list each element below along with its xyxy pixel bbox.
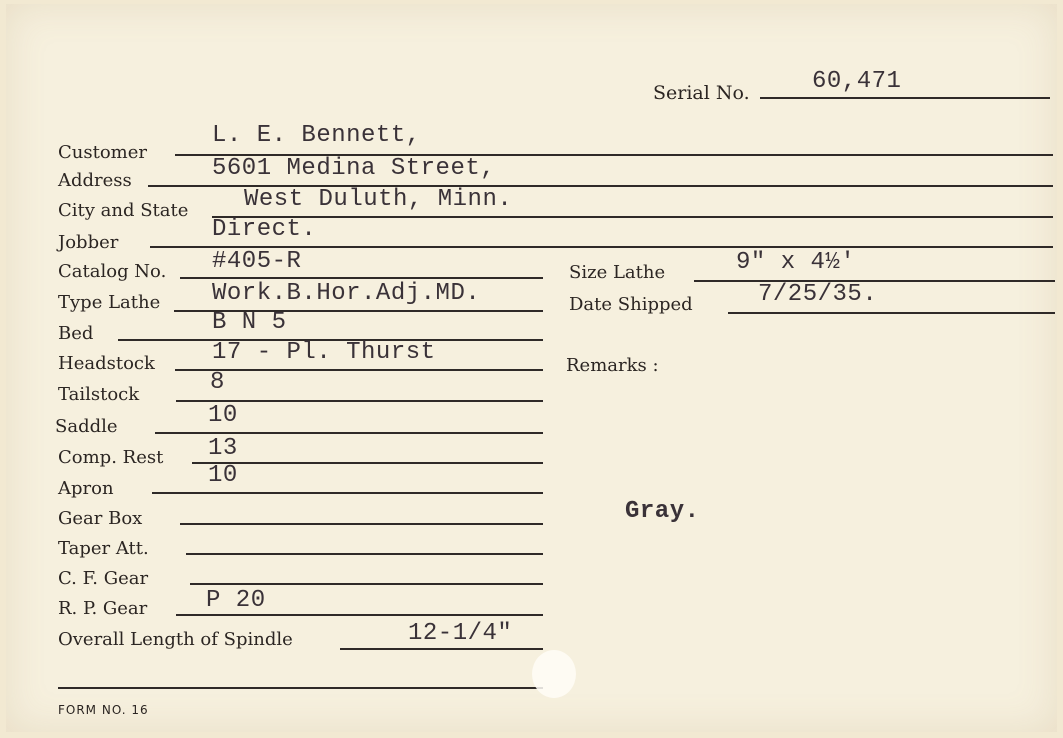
headstock-value: 17 - Pl. Thurst [212,339,436,366]
bed-label: Bed [58,323,94,344]
taper-att-line [186,553,543,555]
bottom-line [58,687,543,689]
type-lathe-label: Type Lathe [58,292,161,313]
headstock-line [175,369,543,371]
record-card [6,4,1057,732]
spindle-length-label: Overall Length of Spindle [58,629,293,650]
serial-no-line [760,97,1050,99]
comp-rest-value: 13 [208,435,238,462]
apron-label: Apron [58,478,114,499]
tailstock-value: 8 [210,369,225,396]
saddle-label: Saddle [55,416,118,437]
customer-label: Customer [58,142,147,163]
size-lathe-value: 9" x 4½' [736,249,856,276]
bed-value: B N 5 [212,309,287,336]
catalog-no-value: #405-R [212,248,302,275]
spindle-length-value: 12-1/4" [408,620,513,647]
gear-box-line [180,523,543,525]
city-state-label: City and State [58,200,189,221]
remarks-label: Remarks : [566,355,659,376]
jobber-value: Direct. [212,216,317,243]
punch-hole [532,650,576,698]
cf-gear-line [190,583,543,585]
date-shipped-line [728,312,1055,314]
gear-box-label: Gear Box [58,508,143,529]
catalog-no-label: Catalog No. [58,261,167,282]
catalog-no-line [180,277,543,279]
city-state-line [212,216,1053,218]
saddle-value: 10 [208,402,238,429]
rp-gear-line [176,614,543,616]
comp-rest-line [192,462,543,464]
type-lathe-value: Work.B.Hor.Adj.MD. [212,280,481,307]
city-state-value: West Duluth, Minn. [244,186,513,213]
serial-no-label: Serial No. [653,82,750,104]
spindle-length-line [340,648,543,650]
rp-gear-label: R. P. Gear [58,598,148,619]
comp-rest-label: Comp. Rest [58,447,164,468]
date-shipped-value: 7/25/35. [758,281,878,308]
address-label: Address [58,170,132,191]
form-number: FORM NO. 16 [58,703,149,717]
size-lathe-label: Size Lathe [569,262,666,283]
customer-value: L. E. Bennett, [212,122,421,149]
cf-gear-label: C. F. Gear [58,568,149,589]
headstock-label: Headstock [58,353,155,374]
saddle-line [155,432,543,434]
taper-att-label: Taper Att. [58,538,149,559]
apron-value: 10 [208,462,238,489]
address-value: 5601 Medina Street, [212,155,496,182]
tailstock-label: Tailstock [58,384,140,405]
jobber-label: Jobber [58,232,119,253]
rp-gear-value: P 20 [206,587,266,614]
apron-line [152,492,543,494]
date-shipped-label: Date Shipped [569,294,693,315]
serial-no-value: 60,471 [812,68,902,95]
remarks-value: Gray. [625,498,700,525]
